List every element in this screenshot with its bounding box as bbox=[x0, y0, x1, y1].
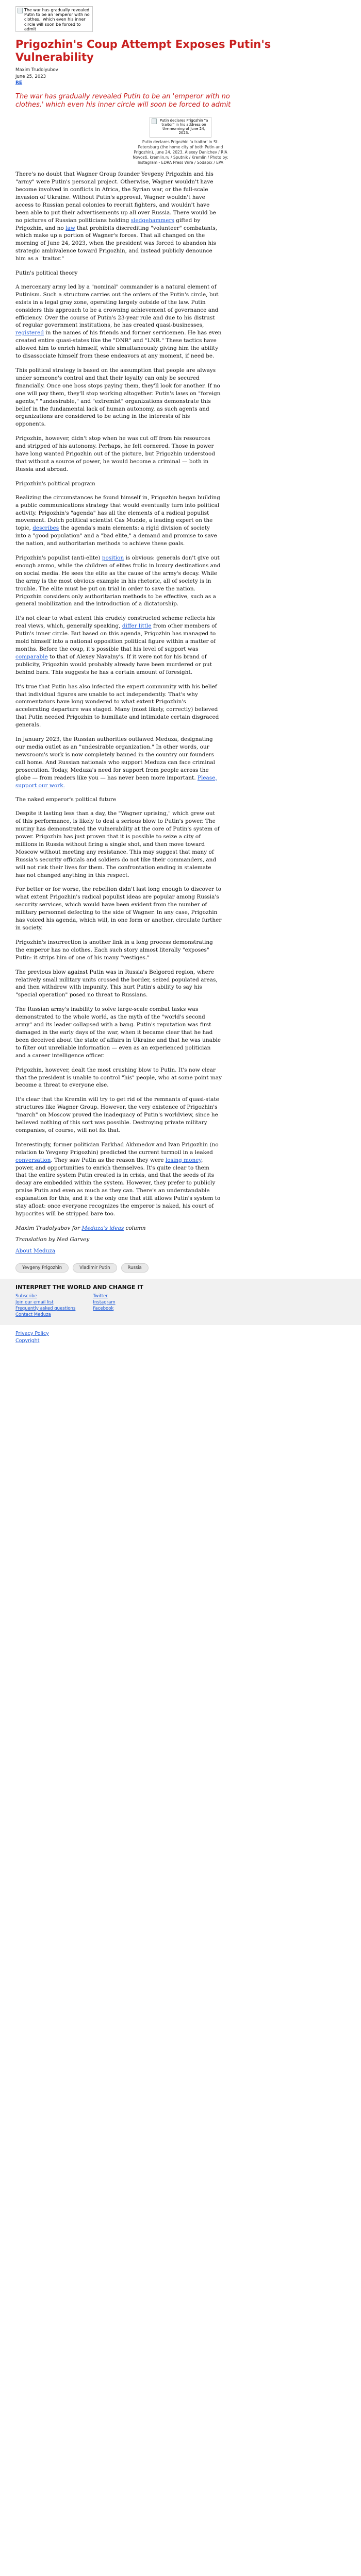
translation-credit: Translation by Ned Garvey bbox=[15, 1236, 90, 1243]
paragraph: It's clear that the Kremlin will try to get rid of the remnants of quasi-state structures like Wagner Group. However, the very existence of Prigozhin's "march" on Moscow proved the inadequacy of Putin's worldview, since he believed nothing of this sort was possible. Destroying private military companies, of course, will not fix that. bbox=[15, 1096, 219, 1133]
support-link[interactable]: Please, support our work. bbox=[15, 774, 217, 789]
paragraph: It's true that Putin has also infected the expert community with his belief that individual figures are unable to act independently. That's why commentators have long wondered to what extent Prigozhin's accelerating departure was staged. Many (most likely, correctly) believed that Putin needed Prigozhin to humiliate and intimidate certain disgraced generals. bbox=[15, 683, 219, 728]
paragraph: A mercenary army led by a "nominal" commander is a natural element of Putinism. Such a structure carries out the orders of the Putin's circle, but exists in a legal gray zone, operating largely outside of the law. Putin considers this approach to be a crowning achievement of governance and efficiency. Over the course of Putin's 23-year rule and due to his distrust of regular government institutions, he has created quasi-businesses, registered in the names of his friends and former servicemen. He has even created entire quasi-states like the "DNR" and "LNR." These tactics have allowed him to enrich himself, while simultaneously giving him the ability to disassociate himself from these endeavors at any moment, if need be. bbox=[15, 283, 222, 360]
caption-line: Novosti. kremlin.ru / Sputnik / Kremlin / Photo by: bbox=[133, 155, 228, 160]
headline: Prigozhin's Coup Attempt Exposes Putin's Vulnerability bbox=[15, 38, 271, 64]
copyright-link[interactable]: Copyright bbox=[15, 1338, 40, 1344]
paragraph: This political strategy is based on the assumption that people are always under someone's control and that their loyalty can only be secured financially. Once one boss stops paying them, they'll look for another. If no one will pay them, they'll stop working altogether. Putin's laws on "foreign agents," "undesirable," and "extremist" organizations demonstrate this belief in the fundamental lack of human autonomy, as such agents and organizations are considered to be acting in the interests of his opponents. bbox=[15, 367, 221, 428]
author-signature: Maxim Trudolyubov for Meduza's ideas column bbox=[15, 1225, 146, 1231]
about-link[interactable]: About Meduza bbox=[15, 1247, 56, 1254]
inline-link[interactable]: law bbox=[65, 225, 75, 231]
share-link[interactable]: RE bbox=[15, 80, 23, 86]
lede: The war has gradually revealed Putin to be an 'emperor with no clothes,' which even his inner circle will soon be forced to admit bbox=[15, 93, 231, 109]
inline-link[interactable]: conversation bbox=[15, 1157, 51, 1163]
email-list-link[interactable]: Join our email list bbox=[15, 1299, 54, 1305]
paragraph: Prigozhin, however, dealt the most crushing blow to Putin. It's now clear that the president is unable to control "his" people, who at some point may become a threat to everyone else. bbox=[15, 1066, 222, 1089]
caption-line: Prigozhin), June 24, 2023. Alexey Danichev / RIA bbox=[134, 149, 227, 155]
broken-image-icon bbox=[18, 8, 23, 13]
photo-placeholder bbox=[150, 117, 211, 138]
support-paragraph: In January 2023, the Russian authorities outlawed Meduza, designating our media outlet as an "undesirable organization." In other words, our newsroom's work is now completely banned in the country our founders call home. And Russian nationals who support Meduza can face criminal prosecution. Today, Meduza's need for support from people across the globe — from readers like you — has never been more important. Please, support our work. bbox=[15, 736, 217, 789]
instagram-link[interactable]: Instagram bbox=[93, 1299, 116, 1305]
legal-links bbox=[0, 1325, 361, 1355]
tag-russia[interactable]: Russia bbox=[121, 1263, 149, 1273]
photo-alt: Putin declares Prigozhin "a traitor" in his address on the morning of June 24, 2023. bbox=[159, 118, 208, 135]
caption-line: Instagram - EDRA Press Wire / Sodapix / EPA bbox=[137, 160, 224, 165]
tag-prigozhin[interactable]: Yevgeny Prigozhin bbox=[15, 1263, 69, 1273]
author-name: Maxim Trudolyubov bbox=[15, 67, 58, 73]
paragraph: For better or for worse, the rebellion didn't last long enough to discover to what extent Prigozhin's radical populist ideas are popular among Russia's security services, which would have been evident from the number of military personnel defecting to the side of Wagner. In any case, Prigozhin has voiced his agenda, which will, in one form or another, circulate further in society. bbox=[15, 886, 222, 931]
hero-image-placeholder bbox=[15, 6, 93, 32]
tag-putin[interactable]: Vladimir Putin bbox=[73, 1263, 117, 1273]
inline-link[interactable]: comparable bbox=[15, 653, 48, 660]
footer-col-links bbox=[15, 1294, 75, 1318]
inline-link[interactable]: registered bbox=[15, 330, 44, 336]
paragraph: Prigozhin's populist (anti-elite) position is obvious: generals don't give out enough ammo, while the children of elites frolic in luxury destinations and on social media. He sees the elite as the cause of the army's decay. While the army is the most obvious example in his rhetoric, all of society is in trouble. The elite must be put on trial in order to save the nation. Prigozhin considers only authoritarian methods to be effective, such as a general mobilization and the introduction of a dictatorship. bbox=[15, 555, 221, 607]
inline-link[interactable]: sledgehammers bbox=[130, 217, 174, 224]
caption-line: Putin declares Prigozhin 'a traitor' in St. bbox=[142, 139, 219, 144]
broken-image-icon bbox=[152, 118, 157, 124]
site-footer bbox=[0, 1279, 361, 1325]
paragraph: The Russian army's inability to solve large-scale combat tasks was demonstrated to the whole world, as the myth of the "world's second army" and its leader collapsed with a bang. Putin's reputation was first damaged in the early days of the war, when it became clear that he had been deceived about the state of affairs in Ukraine and that he was unable to filter out unreliable information — even as an experienced politician and a career intelligence officer. bbox=[15, 1006, 221, 1059]
paragraph: Realizing the circumstances he found himself in, Prigozhin began building a public communications strategy that would eventually turn into political activity. Prigozhin's "agenda" has all the elements of a radical populist movement. Dutch political scientist Cas Mudde, a leading expert on the topic, describes the agenda's main elements: a rigid division of society into a "good population" and a "bad elite," a demand and promise to save the nation, and authoritarian methods to achieve these goals. bbox=[15, 494, 220, 547]
section-heading: Prigozhin's political program bbox=[15, 480, 95, 487]
inline-link[interactable]: losing money bbox=[165, 1157, 201, 1163]
paragraph: Prigozhin, however, didn't stop when he was cut off from his resources and stripped of his autonomy. Perhaps, he felt cornered. Those in power have long wanted Prigozhin out of the picture, but Prigozhin understood that without a source of power, he would become a criminal — both in Russia and abroad. bbox=[15, 435, 216, 472]
inline-link[interactable]: describes bbox=[32, 525, 59, 532]
paragraph: The previous blow against Putin was in Russia's Belgorod region, where relatively small military units crossed the border, seized populated areas, and then withdrew with impunity. This hurt Putin's ability to say his "special operation" posed no threat to Russians. bbox=[15, 969, 218, 998]
column-link[interactable]: Meduza's ideas bbox=[81, 1225, 124, 1231]
article-body bbox=[15, 171, 222, 1255]
footer-title: INTERPRET THE WORLD AND CHANGE IT bbox=[15, 1283, 143, 1291]
contact-link[interactable]: Contact Meduza bbox=[15, 1312, 51, 1317]
privacy-policy-link[interactable]: Privacy Policy bbox=[15, 1330, 49, 1336]
paragraph: Interestingly, former politician Farkhad Akhmedov and Ivan Prigozhin (no relation to Yevgeny Prigozhin) predicted the current turmoil in a leaked conversation. They saw Putin as the reason they were losing money, power, and opportunities to enrich themselves. It's quite clear to them that the entire system Putin created is in crisis, and that the seeds of its decay are embedded within the system. However, they prefer to publicly praise Putin and even as much as they can. There's an understandable explanation for this, and it's the only one that still allows Putin's system to stay afloat: once everyone recognizes the emperor is naked, his court of hypocrites will be stripped bare too. bbox=[15, 1141, 221, 1217]
about-paragraph bbox=[15, 1247, 222, 1255]
section-heading: The naked emperor's political future bbox=[15, 796, 117, 803]
tag-list bbox=[15, 1263, 346, 1273]
photo-caption bbox=[15, 140, 346, 166]
footer-col-social bbox=[93, 1294, 115, 1318]
inline-link[interactable]: differ little bbox=[122, 623, 152, 630]
publish-date: June 25, 2023 bbox=[15, 74, 46, 79]
caption-line: Petersburg (the home city of both Putin and bbox=[138, 144, 223, 149]
section-heading: Putin's political theory bbox=[15, 270, 78, 277]
header-row bbox=[15, 6, 346, 32]
hero-image-alt: The war has gradually revealed Putin to be an 'emperor with no clothes,' which even his inner circle will soon be forced to admit bbox=[24, 8, 90, 31]
paragraph: It's not clear to what extent this crudely constructed scheme reflects his real views, which, generally speaking, differ little from other members of Putin's inner circle. But based on this agenda, Prigozhin has managed to mold himself into a national opposition political figure within a matter of months. Before the coup, it's possible that his level of support was comparable to that of Alexey Navalny's. If it were not for his brand of publicity, Prigozhin would probably already have been murdered or put behind bars. This suggests he has a certain amount of foresight. bbox=[15, 615, 217, 675]
inline-link[interactable]: position bbox=[102, 555, 124, 562]
article bbox=[0, 0, 361, 1273]
subscribe-link[interactable]: Subscribe bbox=[15, 1293, 37, 1299]
paragraph: There's no doubt that Wagner Group founder Yevgeny Prigozhin and his "army" were Putin's personal project. Otherwise, Wagner wouldn't have become involved in conflicts in Africa, the Syrian war, or the full-scale invasion of Ukraine. Without Putin's approval, Wagner wouldn't have access to Russian penal colonies to recruit fighters, and wouldn't have been able to put their advertisements up all over Russia. There would be no pictures of Russian politicians holding sledgehammers gifted by Prigozhin, and no law that prohibits discrediting "volunteer" combatants, which make up a portion of Wagner's forces. That all changed on the morning of June 24, 2023, when the president was forced to abandon his strategic ambivalence toward Prigozhin, and instead publicly denounce him as a "traitor." bbox=[15, 171, 218, 262]
paragraph: Prigozhin's insurrection is another link in a long process demonstrating the emperor has no clothes. Each such story almost literally "exposes" Putin: it strips him of one of his many "vestiges." bbox=[15, 939, 213, 961]
facebook-link[interactable]: Facebook bbox=[93, 1306, 114, 1311]
article-figure bbox=[15, 117, 346, 166]
faq-link[interactable]: Frequently asked questions bbox=[15, 1306, 76, 1311]
paragraph: Despite it lasting less than a day, the "Wagner uprising," which grew out of this performance, is likely to deal a serious blow to Putin's power. The mutiny has demonstrated the vulnerability at the core of Putin's system of power. Prigozhin has just proven that it is possible to seize a city of millions in Russia without firing a single shot, and then move toward Moscow without meeting any resistance. This may suggest that many of Russia's security officials and soldiers do not like their commanders, and will not risk their lives for them. The confrontation ending in stalemate has not changed anything in this respect. bbox=[15, 810, 220, 878]
footer-columns bbox=[15, 1294, 346, 1318]
twitter-link[interactable]: Twitter bbox=[93, 1293, 108, 1299]
byline bbox=[15, 67, 346, 87]
